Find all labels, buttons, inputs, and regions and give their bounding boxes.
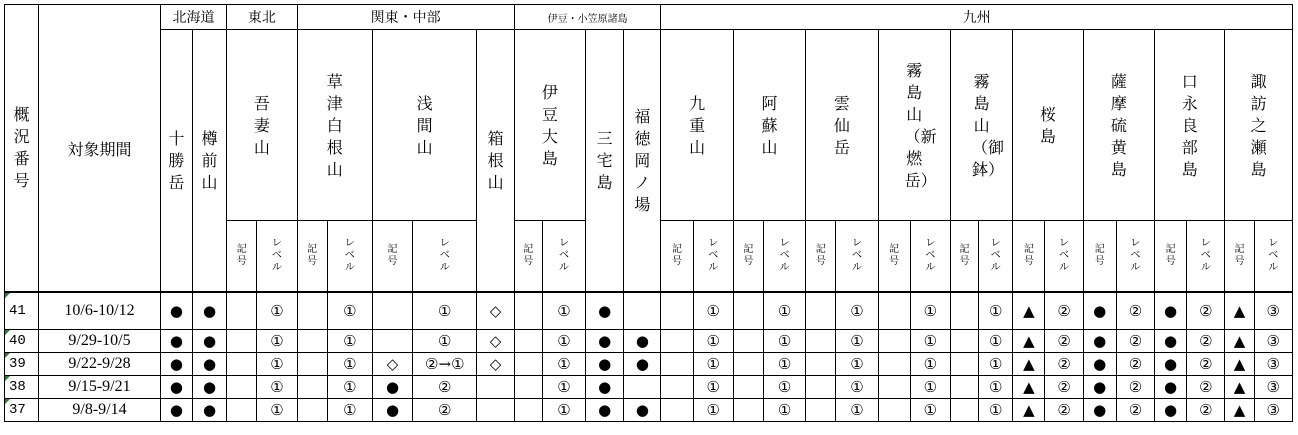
status-cell: ① <box>763 376 805 399</box>
status-cell: ● <box>586 330 624 353</box>
status-cell: ◇ <box>477 330 514 353</box>
status-cell: ③ <box>1254 292 1292 330</box>
status-cell: ① <box>836 330 878 353</box>
status-cell <box>514 399 542 422</box>
status-cell: ● <box>160 376 192 399</box>
symbol-subheader: 記号 <box>661 221 693 293</box>
symbol-subheader: 記号 <box>806 221 836 293</box>
status-cell: ① <box>910 353 950 376</box>
status-cell: ② <box>413 399 477 422</box>
region-kanto-chubu: 関東・中部 <box>297 5 514 30</box>
number-header: 概況番号 <box>5 5 39 293</box>
status-cell <box>950 330 978 353</box>
status-cell: ② <box>1187 399 1225 422</box>
table-row <box>5 376 1293 399</box>
status-cell: ① <box>327 376 372 399</box>
table-row <box>5 330 1293 353</box>
table-row <box>5 399 1293 422</box>
level-subheader: レベル <box>1187 221 1225 293</box>
status-cell: ● <box>1155 353 1187 376</box>
status-cell: ② <box>1116 330 1154 353</box>
status-cell: ① <box>257 330 297 353</box>
status-cell: ① <box>836 399 878 422</box>
status-cell: ▲ <box>1013 353 1045 376</box>
period-header: 対象期間 <box>39 5 161 293</box>
status-cell <box>733 330 763 353</box>
region-hokkaido: 北海道 <box>160 5 226 30</box>
level-subheader: レベル <box>836 221 878 293</box>
status-cell: ● <box>624 330 661 353</box>
status-cell: ① <box>763 353 805 376</box>
status-cell <box>806 376 836 399</box>
status-cell <box>878 292 910 330</box>
status-cell <box>878 330 910 353</box>
volcano-fukutoku-okanoba: 福徳岡ノ場 <box>624 30 661 293</box>
row-period: 9/29-10/5 <box>39 330 161 353</box>
status-cell: ① <box>257 399 297 422</box>
status-cell: ● <box>624 353 661 376</box>
region-izu-ogasawara: 伊豆・小笠原諸島 <box>514 5 661 30</box>
status-cell: ① <box>693 330 733 353</box>
status-cell <box>514 376 542 399</box>
status-cell <box>297 292 327 330</box>
region-header-row <box>5 5 1293 30</box>
level-subheader: レベル <box>257 221 297 293</box>
status-cell <box>372 292 412 330</box>
level-subheader: レベル <box>413 221 477 293</box>
status-cell: ● <box>192 330 226 353</box>
status-cell: ① <box>910 399 950 422</box>
volcano-kusatsu-shirane: 草津白根山 <box>297 30 372 221</box>
status-cell: ▲ <box>1225 292 1254 330</box>
status-cell: ● <box>1155 292 1187 330</box>
status-cell: ▲ <box>1225 353 1254 376</box>
level-subheader: レベル <box>910 221 950 293</box>
row-number: 38 <box>5 376 39 399</box>
status-cell <box>661 376 693 399</box>
status-cell: ② <box>1045 376 1083 399</box>
status-cell <box>514 292 542 330</box>
status-cell <box>878 353 910 376</box>
status-cell: ② <box>1187 330 1225 353</box>
status-cell: ① <box>979 399 1013 422</box>
volcano-unzendake: 雲仙岳 <box>806 30 878 221</box>
status-cell: ② <box>1187 353 1225 376</box>
status-cell: ① <box>979 376 1013 399</box>
status-cell: ▲ <box>1013 399 1045 422</box>
volcano-asamayama: 浅間山 <box>372 30 477 221</box>
status-cell: ● <box>192 292 226 330</box>
status-cell <box>733 292 763 330</box>
status-cell <box>733 376 763 399</box>
volcano-status-table <box>4 4 1293 422</box>
symbol-subheader: 記号 <box>297 221 327 293</box>
status-cell <box>878 399 910 422</box>
status-cell: ● <box>1083 330 1116 353</box>
status-cell <box>878 376 910 399</box>
status-cell <box>661 330 693 353</box>
status-cell: ● <box>160 399 192 422</box>
status-cell: ① <box>910 292 950 330</box>
volcano-status-table-container <box>4 4 1293 422</box>
status-cell <box>950 399 978 422</box>
volcano-tokachidake: 十勝岳 <box>160 30 192 293</box>
status-cell: ● <box>192 353 226 376</box>
row-number: 37 <box>5 399 39 422</box>
status-cell: ● <box>586 376 624 399</box>
status-cell: ● <box>1155 376 1187 399</box>
volcano-tarumaesan: 樽前山 <box>192 30 226 293</box>
status-cell <box>661 292 693 330</box>
status-cell: ② <box>1187 292 1225 330</box>
status-cell <box>806 292 836 330</box>
level-subheader: レベル <box>979 221 1013 293</box>
status-cell <box>624 376 661 399</box>
status-cell: ② <box>1045 292 1083 330</box>
status-cell: ① <box>836 376 878 399</box>
level-subheader: レベル <box>1254 221 1292 293</box>
status-cell: ● <box>1083 353 1116 376</box>
status-cell: ◇ <box>477 353 514 376</box>
status-cell: ● <box>160 330 192 353</box>
status-cell: ▲ <box>1225 330 1254 353</box>
status-cell: ▲ <box>1013 292 1045 330</box>
status-cell: ① <box>542 292 585 330</box>
volcano-asosan: 阿蘇山 <box>733 30 805 221</box>
symbol-subheader: 記号 <box>1083 221 1116 293</box>
status-cell: ● <box>586 353 624 376</box>
status-cell: ① <box>257 376 297 399</box>
status-cell: ● <box>372 376 412 399</box>
symbol-subheader: 記号 <box>1013 221 1045 293</box>
status-cell: ① <box>693 292 733 330</box>
volcano-satsuma-iojima: 薩摩硫黄島 <box>1083 30 1154 221</box>
status-cell: ● <box>160 292 192 330</box>
row-number: 40 <box>5 330 39 353</box>
status-cell: ▲ <box>1013 330 1045 353</box>
status-cell: ① <box>979 330 1013 353</box>
status-cell: ◇ <box>372 353 412 376</box>
status-cell <box>227 330 257 353</box>
status-cell: ② <box>1045 399 1083 422</box>
status-cell: ① <box>542 399 585 422</box>
status-cell: ② <box>1045 353 1083 376</box>
status-cell: ③ <box>1254 330 1292 353</box>
volcano-kirishima-ohachi: 霧島山（御鉢） <box>950 30 1012 221</box>
status-cell: ● <box>1083 376 1116 399</box>
row-period: 10/6-10/12 <box>39 292 161 330</box>
volcano-sakurajima: 桜島 <box>1013 30 1083 221</box>
status-cell <box>297 376 327 399</box>
symbol-subheader: 記号 <box>1225 221 1254 293</box>
row-period: 9/22-9/28 <box>39 353 161 376</box>
table-row <box>5 353 1293 376</box>
status-cell: ● <box>192 376 226 399</box>
level-subheader: レベル <box>542 221 585 293</box>
status-cell: ▲ <box>1013 376 1045 399</box>
status-cell: ① <box>979 292 1013 330</box>
volcano-miyakejima: 三宅島 <box>586 30 624 293</box>
symbol-subheader: 記号 <box>878 221 910 293</box>
status-cell <box>950 353 978 376</box>
status-cell: ① <box>327 353 372 376</box>
status-cell: ● <box>160 353 192 376</box>
volcano-izu-oshima: 伊豆大島 <box>514 30 585 221</box>
status-cell <box>661 353 693 376</box>
row-number: 41 <box>5 292 39 330</box>
status-cell: ① <box>542 353 585 376</box>
volcano-hakoneyama: 箱根山 <box>477 30 514 293</box>
status-cell <box>514 353 542 376</box>
symbol-subheader: 記号 <box>733 221 763 293</box>
status-cell <box>950 292 978 330</box>
row-number: 39 <box>5 353 39 376</box>
status-cell: ● <box>586 399 624 422</box>
level-subheader: レベル <box>693 221 733 293</box>
status-cell <box>950 376 978 399</box>
volcano-header-row <box>5 30 1293 221</box>
status-cell: ● <box>372 399 412 422</box>
status-cell: ① <box>910 376 950 399</box>
status-cell: ② <box>1116 292 1154 330</box>
level-subheader: レベル <box>327 221 372 293</box>
symbol-subheader: 記号 <box>514 221 542 293</box>
status-cell: ① <box>327 399 372 422</box>
status-cell: ▲ <box>1225 376 1254 399</box>
status-cell: ②→① <box>413 353 477 376</box>
status-cell: ② <box>1187 376 1225 399</box>
status-cell: ① <box>763 292 805 330</box>
status-cell: ③ <box>1254 376 1292 399</box>
volcano-kirishima-shinmoedake: 霧島山（新燃岳） <box>878 30 950 221</box>
status-cell: ① <box>542 330 585 353</box>
status-cell: ① <box>693 353 733 376</box>
status-cell: ● <box>1083 292 1116 330</box>
status-cell: ● <box>1155 330 1187 353</box>
status-cell: ◇ <box>477 292 514 330</box>
status-cell <box>733 399 763 422</box>
status-cell: ▲ <box>1225 399 1254 422</box>
symbol-subheader: 記号 <box>1155 221 1187 293</box>
symbol-subheader: 記号 <box>227 221 257 293</box>
status-cell <box>806 353 836 376</box>
status-cell: ① <box>763 330 805 353</box>
volcano-azumayama: 吾妻山 <box>227 30 297 221</box>
status-cell <box>297 399 327 422</box>
table-body <box>5 292 1293 422</box>
status-cell: ② <box>1116 399 1154 422</box>
status-cell: ① <box>693 399 733 422</box>
row-period: 9/8-9/14 <box>39 399 161 422</box>
status-cell: ③ <box>1254 399 1292 422</box>
status-cell <box>227 376 257 399</box>
status-cell: ① <box>836 292 878 330</box>
status-cell <box>297 330 327 353</box>
status-cell: ● <box>586 292 624 330</box>
status-cell: ① <box>327 330 372 353</box>
status-cell: ● <box>1083 399 1116 422</box>
volcano-suwanosejima: 諏訪之瀬島 <box>1225 30 1293 221</box>
status-cell <box>227 353 257 376</box>
status-cell: ● <box>192 399 226 422</box>
status-cell: ● <box>624 399 661 422</box>
status-cell <box>514 330 542 353</box>
status-cell <box>806 399 836 422</box>
region-kyushu: 九州 <box>661 5 1293 30</box>
status-cell: ② <box>1116 353 1154 376</box>
status-cell: ① <box>693 376 733 399</box>
table-row <box>5 292 1293 330</box>
status-cell <box>624 292 661 330</box>
status-cell: ● <box>1155 399 1187 422</box>
status-cell: ① <box>979 353 1013 376</box>
status-cell <box>227 292 257 330</box>
status-cell: ① <box>413 292 477 330</box>
status-cell <box>297 353 327 376</box>
status-cell: ① <box>257 292 297 330</box>
status-cell: ② <box>1116 376 1154 399</box>
status-cell <box>661 399 693 422</box>
level-subheader: レベル <box>1045 221 1083 293</box>
symbol-subheader: 記号 <box>372 221 412 293</box>
status-cell <box>477 399 514 422</box>
status-cell: ① <box>413 330 477 353</box>
status-cell: ③ <box>1254 353 1292 376</box>
status-cell: ① <box>910 330 950 353</box>
status-cell: ① <box>327 292 372 330</box>
status-cell: ① <box>542 376 585 399</box>
row-period: 9/15-9/21 <box>39 376 161 399</box>
status-cell: ① <box>257 353 297 376</box>
status-cell: ② <box>1045 330 1083 353</box>
status-cell: ② <box>413 376 477 399</box>
status-cell: ① <box>836 353 878 376</box>
status-cell <box>477 376 514 399</box>
symbol-subheader: 記号 <box>950 221 978 293</box>
status-cell <box>372 330 412 353</box>
level-subheader: レベル <box>1116 221 1154 293</box>
region-tohoku: 東北 <box>227 5 297 30</box>
status-cell: ① <box>763 399 805 422</box>
status-cell <box>227 399 257 422</box>
volcano-kuchinoerabujima: 口永良部島 <box>1155 30 1225 221</box>
status-cell <box>806 330 836 353</box>
volcano-kujusan: 九重山 <box>661 30 733 221</box>
status-cell <box>733 353 763 376</box>
level-subheader: レベル <box>763 221 805 293</box>
